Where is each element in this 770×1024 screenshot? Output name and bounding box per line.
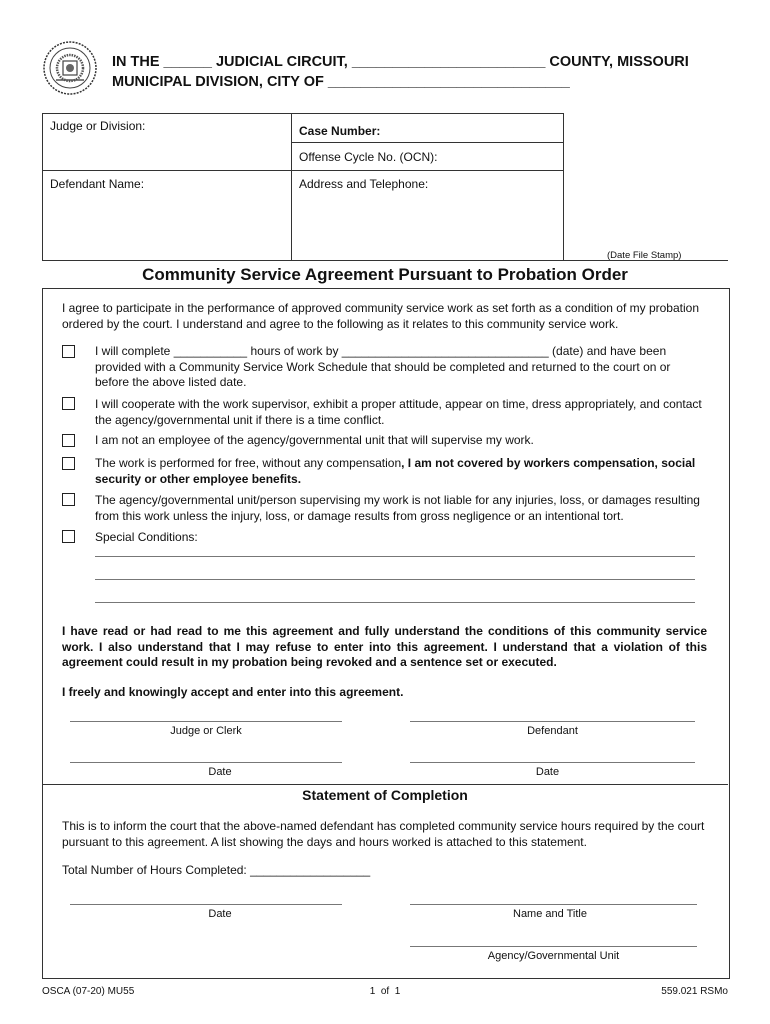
right-date-line[interactable] [410,762,695,763]
item-4-text [95,456,705,487]
footer-form-id: OSCA (07-20) MU55 [42,986,135,997]
form-title: Community Service Agreement Pursuant to Probation Order [142,265,628,284]
defendant-signature-line[interactable] [410,721,695,722]
court-header-line1: IN THE ______ JUDICIAL CIRCUIT, ________________________ COUNTY, MISSOURI [112,54,689,70]
court-header-line2: MUNICIPAL DIVISION, CITY OF ______________________________ [112,74,570,90]
special-conditions-label: Special Conditions: [95,530,198,544]
item-4-plain: The work is performed for free, without any compensation [95,456,402,470]
state-seal-icon [42,40,98,96]
judge-division-label: Judge or Division: [50,119,146,133]
total-hours-label: Total Number of Hours Completed: __________________ [62,863,371,877]
ocn-label: Offense Cycle No. (OCN): [299,150,438,164]
address-telephone-label: Address and Telephone: [299,177,429,191]
completion-date-caption: Date [208,908,232,920]
checkbox-item-1[interactable] [62,345,75,358]
special-conditions-line-2[interactable] [95,579,695,580]
checkbox-item-3[interactable] [62,434,75,447]
name-title-caption: Name and Title [513,908,587,920]
completion-paragraph: This is to inform the court that the above-named defendant has completed community service hours required by the court pursuant to this agreement. A list showing the days and hours worked is attached to this statement. [62,819,705,849]
right-date-caption: Date [535,766,560,778]
footer-statute: 559.021 RSMo [661,986,728,997]
intro-paragraph: I agree to participate in the performance of approved community service work as set forth as a condition of my probation ordered by the court. I understand and agree to the following as it relates to this community service work. [62,301,699,331]
checkbox-item-5[interactable] [62,493,75,506]
acceptance-statement: I freely and knowingly accept and enter into this agreement. [62,685,404,699]
agency-line[interactable] [410,946,697,947]
judge-clerk-signature-line[interactable] [70,721,342,722]
item-2-text: I will cooperate with the work supervisor, exhibit a proper attitude, appear on time, dress appropriately, and contact the agency/governmental unit if there is a time conflict. [95,397,702,427]
defendant-name-label: Defendant Name: [50,177,145,191]
checkbox-item-4[interactable] [62,457,75,470]
checkbox-special-conditions[interactable] [62,530,75,543]
item-5-text: The agency/governmental unit/person supervising my work is not liable for any injuries, loss, or damages resulting from this work unless the injury, loss, or damage results from gross negligence or an intentional tort. [95,493,700,523]
item-3-text: I am not an employee of the agency/governmental unit that will supervise my work. [95,433,534,447]
left-date-caption: Date [208,766,232,778]
special-conditions-line-1[interactable] [95,556,695,557]
completion-date-line[interactable] [70,904,342,905]
item-1-text: I will complete ___________ hours of work by _______________________________ (date) and have been provided with a Community Service Work Schedule that should be completed and returned to the court on or before the above listed date. [95,344,671,389]
name-title-line[interactable] [410,904,697,905]
item-4-bold: , I am not covered by workers compensation, social security or other employee benefits. [95,456,696,486]
left-date-line[interactable] [70,762,342,763]
case-number-label: Case Number: [299,124,381,138]
agency-caption: Agency/Governmental Unit [487,950,620,962]
judge-clerk-caption: Judge or Clerk [170,725,242,737]
date-file-stamp-label: (Date File Stamp) [607,250,682,261]
footer-page-number: 1 of 1 [369,986,401,997]
defendant-caption: Defendant [527,725,578,737]
completion-title: Statement of Completion [302,787,468,803]
special-conditions-line-3[interactable] [95,602,695,603]
checkbox-item-2[interactable] [62,397,75,410]
acknowledgement-paragraph: I have read or had read to me this agreement and fully understand the conditions of this community service work. I also understand that I may refuse to enter into this agreement. I understand that a violation of this agreement could result in my probation being revoked and a sentence set or executed. [62,624,707,669]
